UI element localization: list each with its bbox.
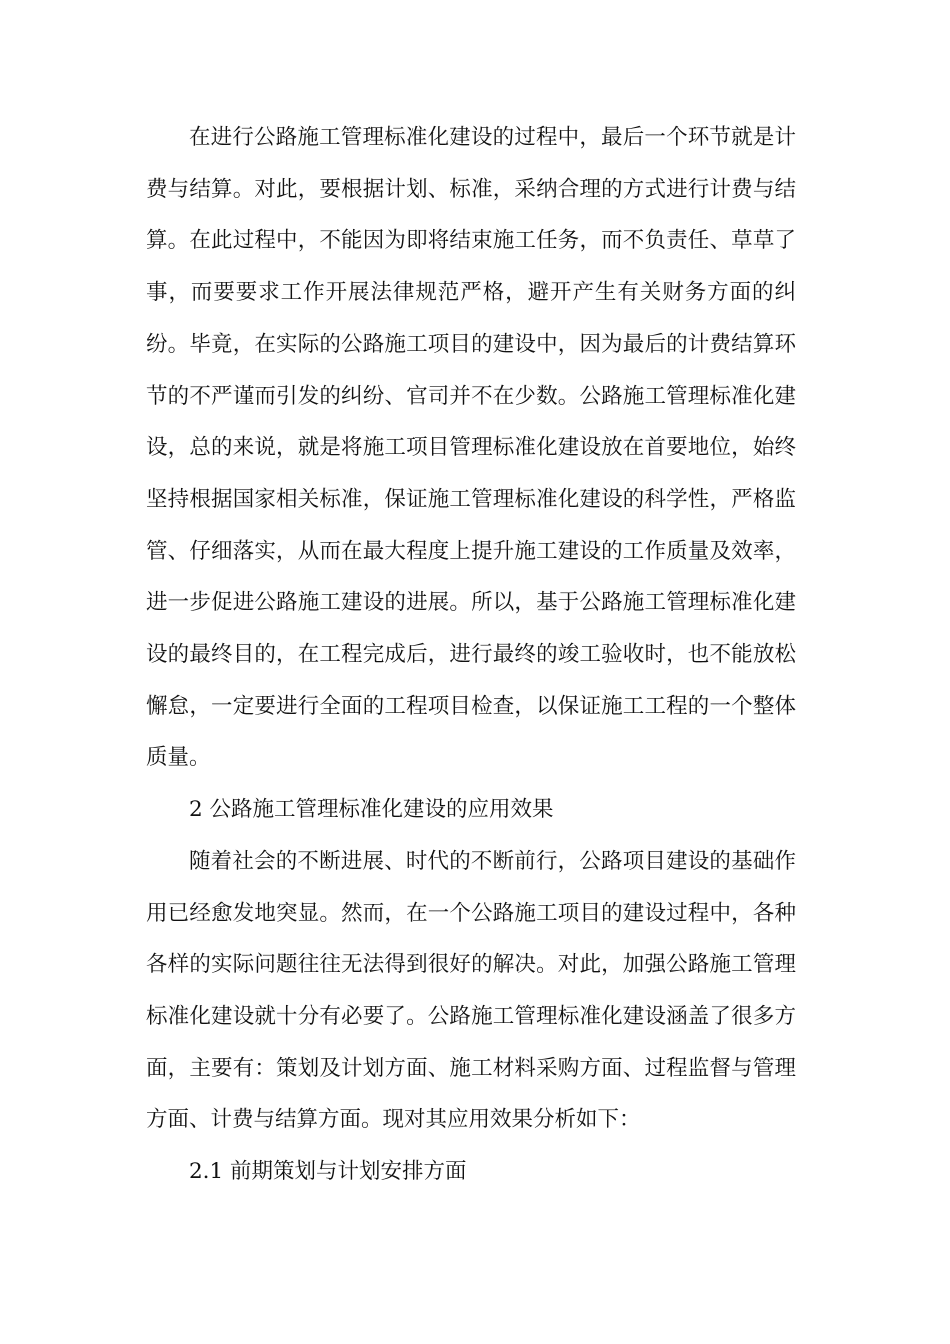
- section-heading: 2 公路施工管理标准化建设的应用效果: [189, 797, 554, 823]
- body-paragraph: 随着社会的不断进展、时代的不断前行，公路项目建设的基础作用已经愈发地突显。然而，在一个公路施工项目的建设过程中，各种各样的实际问题往往无法得到很好的解决。对此，加强公路施工管理标准化建设就十分有必要了。公路施工管理标准化建设涵盖了很多方面，主要有：策划及计划方面、施工材料采购方面、过程监督与管理方面、计费与结算方面。现对其应用效果分析如下：: [146, 848, 796, 1133]
- document-body: [146, 112, 796, 1198]
- subsection-heading: 2.1 前期策划与计划安排方面: [189, 1159, 467, 1185]
- body-paragraph: 在进行公路施工管理标准化建设的过程中，最后一个环节就是计费与结算。对此，要根据计划、标准，采纳合理的方式进行计费与结算。在此过程中，不能因为即将结束施工任务，而不负责任、草草了事，而要要求工作开展法律规范严格，避开产生有关财务方面的纠纷。毕竟，在实际的公路施工项目的建设中，因为最后的计费结算环节的不严谨而引发的纠纷、官司并不在少数。公路施工管理标准化建设，总的来说，就是将施工项目管理标准化建设放在首要地位，始终坚持根据国家相关标准，保证施工管理标准化建设的科学性，严格监管、仔细落实，从而在最大程度上提升施工建设的工作质量及效率，进一步促进公路施工建设的进展。所以，基于公路施工管理标准化建设的最终目的，在工程完成后，进行最终的竣工验收时，也不能放松懈怠，一定要进行全面的工程项目检查，以保证施工工程的一个整体质量。: [146, 125, 796, 771]
